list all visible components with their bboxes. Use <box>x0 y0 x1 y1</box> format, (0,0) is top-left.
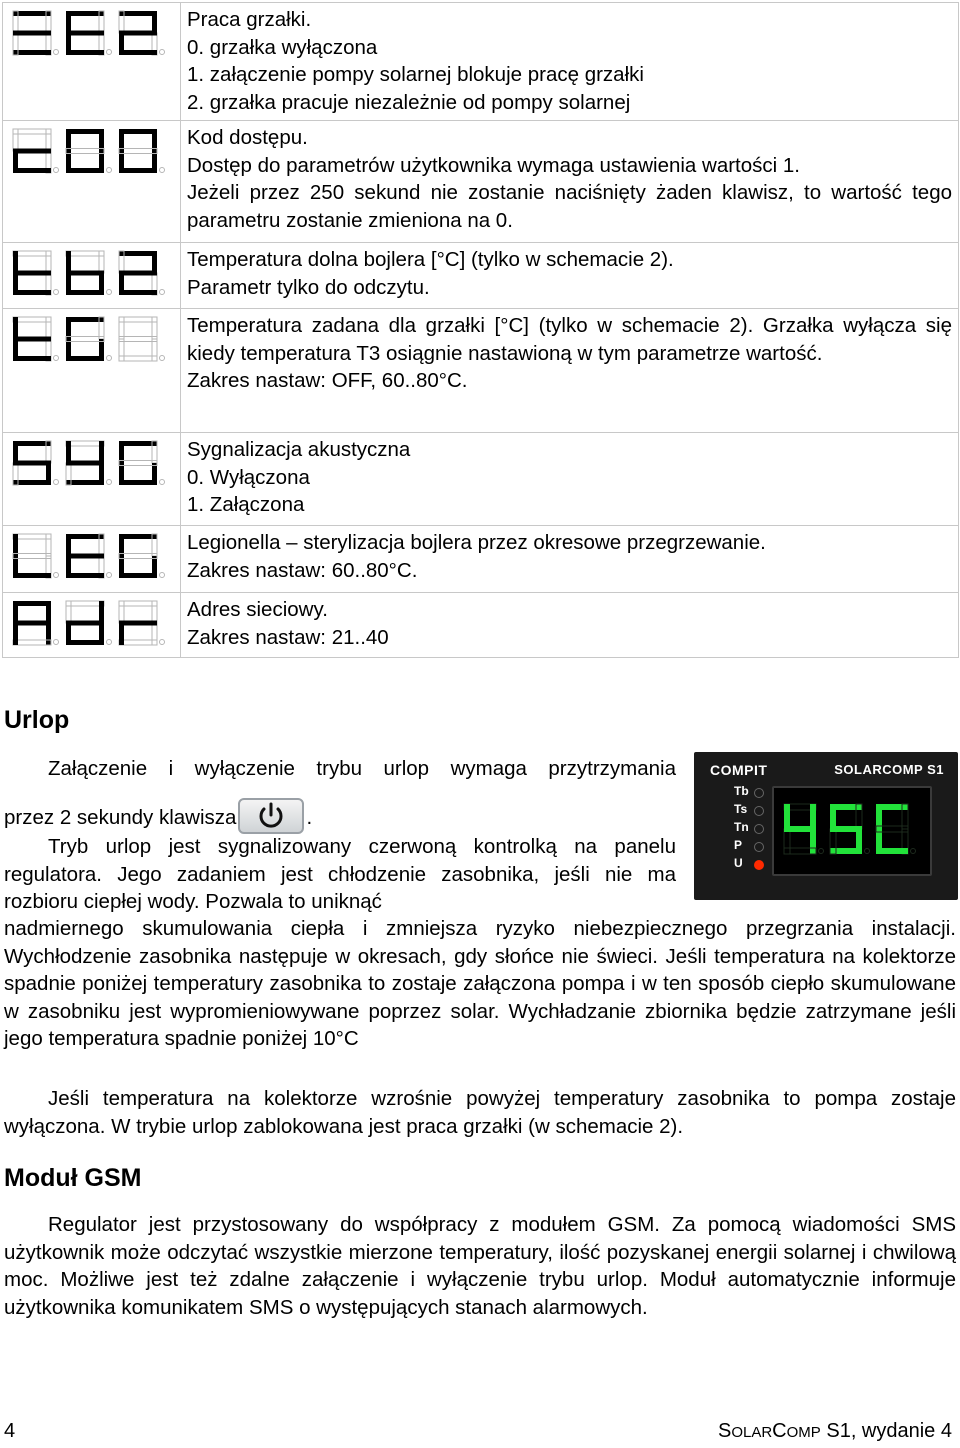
param-desc <box>181 593 959 658</box>
urlop-p1-line1: Załączenie i wyłączenie trybu urlop wymaga przytrzymania <box>48 757 676 780</box>
segment-e <box>119 623 124 645</box>
segment-e <box>119 556 124 578</box>
segment-f <box>66 129 71 151</box>
lcd-code-tg <box>3 309 180 369</box>
segment-b <box>152 601 157 623</box>
segment-f <box>119 317 124 339</box>
segment-a <box>66 129 104 134</box>
segment-a <box>119 601 157 606</box>
segment-e <box>66 151 71 173</box>
segment-g <box>119 461 157 466</box>
segment-a <box>13 251 51 256</box>
segment-g <box>13 621 51 626</box>
segment-a <box>66 251 104 256</box>
segment-a <box>119 534 157 539</box>
segment-d <box>13 168 51 173</box>
segment-e <box>13 556 18 578</box>
desc-line: Temperatura zadana dla grzałki [°C] (tylko w schemacie 2). Grzałka wyłącza się kiedy temperatura T3 osiągnie nastawioną w tym parametrze wartość. <box>187 314 952 365</box>
segment-b <box>46 534 51 556</box>
decimal-point <box>54 168 59 173</box>
decimal-point <box>107 356 112 361</box>
segment-a <box>66 441 104 446</box>
decimal-point <box>160 573 165 578</box>
decimal-point <box>160 168 165 173</box>
param-code-cell <box>3 309 181 433</box>
segment-e <box>66 556 71 578</box>
decimal-point <box>107 640 112 645</box>
desc-line: Zakres nastaw: 60..80°C. <box>187 558 418 582</box>
controller-panel-image <box>694 752 958 900</box>
segment-e <box>784 829 790 854</box>
segment-e <box>13 339 18 361</box>
segment-a <box>119 251 157 256</box>
decimal-point <box>819 849 824 854</box>
segment-d <box>13 290 51 295</box>
segment-f <box>66 534 71 556</box>
segment-d <box>119 640 157 645</box>
segment-d <box>119 480 157 485</box>
segment-d <box>66 50 104 55</box>
param-code-cell <box>3 3 181 121</box>
segment-e <box>66 339 71 361</box>
segment-f <box>13 317 18 339</box>
segment-f <box>13 129 18 151</box>
indicator-led <box>754 842 764 852</box>
segment-g <box>13 461 51 466</box>
segment-g <box>13 271 51 276</box>
segment-b <box>810 804 816 829</box>
indicator-led-active <box>754 860 764 870</box>
param-code-cell <box>3 593 181 658</box>
desc-line: 1. załączenie pompy solarnej blokuje pracę grzałki <box>187 63 644 86</box>
indicator-label: Tn <box>734 820 749 834</box>
indicator-label: P <box>734 838 743 852</box>
desc-line: 1. Załączona <box>187 493 305 516</box>
indicator-label: U <box>734 856 743 870</box>
desc-line: Dostęp do parametrów użytkownika wymaga ustawienia wartości 1. <box>187 153 800 177</box>
segment-d <box>119 573 157 578</box>
segment-e <box>13 151 18 173</box>
segment-g <box>119 31 157 36</box>
segment-e <box>119 33 124 55</box>
parameter-table <box>2 2 959 658</box>
urlop-p2: Tryb urlop jest sygnalizowany czerwoną kontrolką na panelu regulatora. Jego zadaniem jest chłodzenie zasobnika, jeśli nie ma rozbioru ciepłej wody. Pozwala to uniknąć <box>4 835 676 913</box>
footer-title-part: OLAR <box>731 1424 773 1441</box>
segment-g <box>13 149 51 154</box>
desc-line: Kod dostępu. <box>187 126 308 149</box>
segment-a <box>13 129 51 134</box>
segment-a <box>119 129 157 134</box>
segment-a <box>119 317 157 322</box>
decimal-point <box>107 290 112 295</box>
segment-c <box>810 829 816 854</box>
segment-g <box>119 621 157 626</box>
param-code-cell <box>3 121 181 243</box>
segment-f <box>66 251 71 273</box>
footer-title-part: OMP <box>786 1424 821 1441</box>
lcd-code-e2 <box>3 3 180 63</box>
segment-g <box>784 826 816 832</box>
segment-e <box>876 829 882 854</box>
segment-f <box>66 11 71 33</box>
lcd-code-leg <box>3 526 180 586</box>
device-display <box>772 786 932 876</box>
desc-line: 0. Wyłączona <box>187 465 310 489</box>
param-code-cell <box>3 433 181 526</box>
footer-title-part: S <box>717 1420 732 1442</box>
param-desc <box>181 243 959 309</box>
desc-line: Temperatura dolna bojlera [°C] (tylko w schemacie 2). <box>187 248 674 271</box>
segment-b <box>99 601 104 623</box>
power-button-icon <box>238 798 304 834</box>
gsm-p1: Regulator jest przystosowany do współpracy z modułem GSM. Za pomocą wiadomości SMS użytkownik może odczytać wszystkie mierzone temperatury, ilość pozyskanej energii solarnej i chwilową moc. Możliwe jest też zdalne załączenie i wyłączenie trybu urlop. Moduł automatycznie informuje użytkownika komunikatem SMS o występujących stanach alarmowych. <box>4 1213 956 1319</box>
segment-d <box>13 573 51 578</box>
device-display-digits <box>774 788 926 870</box>
desc-line: Sygnalizacja akustyczna <box>187 438 411 461</box>
segment-f <box>66 317 71 339</box>
segment-a <box>66 11 104 16</box>
desc-line: 0. grzałka wyłączona <box>187 35 378 59</box>
decimal-point <box>54 640 59 645</box>
segment-a <box>13 317 51 322</box>
segment-b <box>152 251 157 273</box>
decimal-point <box>160 356 165 361</box>
urlop-p1-end: . <box>306 806 313 829</box>
device-model: SOLARCOMP S1 <box>834 762 944 777</box>
decimal-point <box>107 480 112 485</box>
urlop-p2-cont: nadmiernego skumulowania ciepła i zmniejsza ryzyko niebezpiecznego przegrzania instalacji. Wychłodzenie zasobnika następuje w okresach, gdy słońce nie świeci. Jeśli temperatura na kolektorze spadnie poniżej temperatury zasobnika to zostaje załączona pompa i w ten sposób ciepło skumulowane w zasobniku jest wypromieniowywane poprzez solar. Wychładzanie zbiornika będzie zatrzymane jeśli jego temperatura spadnie poniżej 10°C <box>4 917 956 1050</box>
segment-g <box>119 149 157 154</box>
decimal-point <box>54 356 59 361</box>
segment-d <box>119 168 157 173</box>
segment-e <box>13 273 18 295</box>
segment-a <box>119 11 157 16</box>
indicator-led <box>754 806 764 816</box>
segment-c <box>46 623 51 645</box>
segment-c <box>152 623 157 645</box>
decimal-point <box>107 168 112 173</box>
lcd-code-syg <box>3 433 180 493</box>
page-number: 4 <box>4 1420 16 1442</box>
segment-f <box>119 601 124 623</box>
decimal-point <box>54 290 59 295</box>
segment-b <box>46 317 51 339</box>
segment-a <box>66 534 104 539</box>
segment-a <box>13 601 51 606</box>
segment-e <box>66 33 71 55</box>
segment-b <box>99 251 104 273</box>
decimal-point <box>54 480 59 485</box>
segment-g <box>66 461 104 466</box>
urlop-p1-text: przez 2 sekundy klawisza <box>4 806 237 829</box>
decimal-point <box>107 573 112 578</box>
desc-line: Parametr tylko do odczytu. <box>187 275 430 299</box>
lcd-code-tb2 <box>3 243 180 303</box>
segment-g <box>66 337 104 342</box>
segment-d <box>66 573 104 578</box>
decimal-point <box>865 849 870 854</box>
desc-line: Legionella – sterylizacja bojlera przez okresowe przegrzewanie. <box>187 531 766 554</box>
urlop-p1-line2 <box>4 798 676 834</box>
segment-a <box>119 441 157 446</box>
segment-b <box>46 251 51 273</box>
segment-d <box>119 50 157 55</box>
segment-g <box>13 31 51 36</box>
segment-e <box>66 623 71 645</box>
segment-f <box>119 441 124 463</box>
segment-g <box>13 554 51 559</box>
segment-g <box>66 149 104 154</box>
segment-a <box>66 601 104 606</box>
decimal-point <box>54 573 59 578</box>
segment-d <box>66 356 104 361</box>
segment-e <box>66 273 71 295</box>
segment-g <box>119 337 157 342</box>
footer-title-part: C <box>772 1420 787 1442</box>
segment-f <box>13 251 18 273</box>
segment-d <box>830 848 862 854</box>
desc-line: Jeżeli przez 250 sekund nie zostanie naciśnięty żaden klawisz, to wartość tego parametru zostanie zmieniona na 0. <box>187 181 952 232</box>
param-desc <box>181 309 959 433</box>
segment-d <box>13 50 51 55</box>
param-code-cell <box>3 243 181 309</box>
segment-b <box>46 129 51 151</box>
segment-b <box>152 317 157 339</box>
segment-e <box>119 463 124 485</box>
param-desc <box>181 121 959 243</box>
segment-g <box>66 271 104 276</box>
segment-f <box>876 804 882 829</box>
segment-f <box>66 441 71 463</box>
param-code-cell <box>3 526 181 593</box>
segment-e <box>119 339 124 361</box>
param-desc <box>181 3 959 121</box>
segment-b <box>46 601 51 623</box>
indicator-led <box>754 824 764 834</box>
segment-d <box>66 290 104 295</box>
device-brand: COMPIT <box>710 762 768 778</box>
lcd-code-adr <box>3 593 180 653</box>
segment-g <box>119 554 157 559</box>
segment-g <box>830 826 862 832</box>
desc-line: Praca grzałki. <box>187 8 312 31</box>
segment-f <box>119 129 124 151</box>
segment-f <box>119 534 124 556</box>
segment-e <box>13 623 18 645</box>
segment-g <box>66 554 104 559</box>
segment-f <box>13 534 18 556</box>
segment-g <box>119 271 157 276</box>
segment-f <box>13 441 18 463</box>
indicator-led <box>754 788 764 798</box>
decimal-point <box>911 849 916 854</box>
desc-line: 2. grzałka pracuje niezależnie od pompy solarnej <box>187 90 631 114</box>
segment-e <box>119 151 124 173</box>
desc-line: Zakres nastaw: OFF, 60..80°C. <box>187 369 468 392</box>
segment-d <box>66 480 104 485</box>
section-heading-urlop: Urlop <box>4 706 70 734</box>
segment-e <box>119 273 124 295</box>
param-desc <box>181 526 959 593</box>
decimal-point <box>54 50 59 55</box>
section-heading-gsm: Moduł GSM <box>4 1164 142 1192</box>
decimal-point <box>160 290 165 295</box>
footer-title-part: S1, wydanie 4 <box>820 1420 952 1442</box>
desc-line: Zakres nastaw: 21..40 <box>187 625 389 649</box>
indicator-label: Tb <box>734 784 749 798</box>
segment-f <box>66 601 71 623</box>
segment-g <box>13 337 51 342</box>
segment-d <box>119 290 157 295</box>
segment-f <box>830 804 836 829</box>
segment-g <box>66 31 104 36</box>
segment-g <box>66 621 104 626</box>
param-desc <box>181 433 959 526</box>
desc-line: Adres sieciowy. <box>187 598 328 621</box>
decimal-point <box>160 50 165 55</box>
segment-b <box>99 441 104 463</box>
segment-f <box>13 601 18 623</box>
footer-title <box>718 1420 952 1443</box>
decimal-point <box>160 640 165 645</box>
segment-b <box>152 129 157 151</box>
segment-b <box>99 129 104 151</box>
segment-d <box>66 640 104 645</box>
urlop-p3: Jeśli temperatura na kolektorze wzrośnie powyżej temperatury zasobnika to pompa zostaje wyłączona. W trybie urlop zablokowana jest praca grzałki (w schemacie 2). <box>4 1087 956 1138</box>
segment-c <box>152 339 157 361</box>
segment-d <box>13 640 51 645</box>
segment-a <box>13 11 51 16</box>
segment-d <box>13 356 51 361</box>
lcd-code-c00 <box>3 121 180 181</box>
decimal-point <box>107 50 112 55</box>
segment-d <box>13 480 51 485</box>
segment-d <box>119 356 157 361</box>
segment-a <box>13 441 51 446</box>
segment-d <box>66 168 104 173</box>
decimal-point <box>160 480 165 485</box>
indicator-label: Ts <box>734 802 748 816</box>
segment-a <box>13 534 51 539</box>
segment-f <box>784 804 790 829</box>
segment-b <box>152 11 157 33</box>
segment-a <box>66 317 104 322</box>
